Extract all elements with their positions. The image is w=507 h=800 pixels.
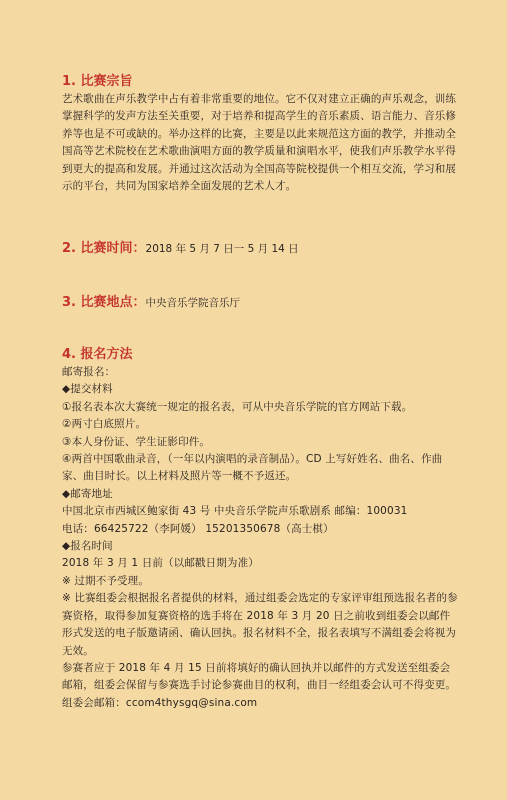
section-venue xyxy=(62,291,459,312)
contact-phone: 电话：66425722（李阿媛） 15201350678（高士棋） xyxy=(62,522,334,535)
section-body-purpose: 艺术歌曲在声乐教学中占有着非常重要的地位。它不仅对建立正确的声乐观念，训练掌握科学的发声方法至关重要，对于培养和提高学生的音乐素质、语言能力、音乐修养等也是不可或缺的。举办这样的比赛，主要是以此来规范这方面的教学，并推动全国高等艺术院校在艺术歌曲演唱方面的教学质量和演唱水平，使我们声乐教学水平得到更大的提高和发展。并通过这次活动为全国高等院校提供一个相互交流，学习和展示的平台，共同为国家培养全面发展的艺术人才。 xyxy=(62,93,457,193)
section-title-registration: 4. 报名方法 xyxy=(62,347,133,362)
address-heading: ◆邮寄地址 xyxy=(62,487,113,500)
committee-email: 组委会邮箱：ccom4thysgq@sina.com xyxy=(62,696,258,709)
material-item-photo: ②两寸白底照片。 xyxy=(62,418,147,431)
section-purpose xyxy=(62,73,459,195)
late-notice: ※ 过期不予受理。 xyxy=(62,574,149,587)
competition-venue: 中央音乐学院音乐厅 xyxy=(145,297,241,309)
materials-heading: ◆提交材料 xyxy=(62,383,113,396)
section-title-purpose: 1. 比赛宗旨 xyxy=(62,74,133,89)
competition-dates: 2018 年 5 月 7 日一 5 月 14 日 xyxy=(145,243,299,255)
deadline-heading: ◆报名时间 xyxy=(62,540,113,553)
material-item-form: ①报名表本次大赛统一规定的报名表，可从中央音乐学院的官方网站下载。 xyxy=(62,400,413,413)
registration-mail-label: 邮寄报名： xyxy=(62,366,116,378)
mailing-address: 中国北京市西城区鲍家街 43 号 中央音乐学院声乐歌剧系 邮编：100031 xyxy=(62,505,408,518)
confirmation-notice: 参赛者应于 2018 年 4 月 15 日前将填好的确认回执并以邮件的方式发送至组委会邮箱，组委会保留与参赛选手讨论参赛曲目的权利，曲目一经组委会认可不得变更。 xyxy=(62,661,457,692)
material-item-recording: ④两首中国歌曲录音，（一年以内演唱的录音制品）。CD 上写好姓名、曲名、作曲家、曲目时长。以上材料及照片等一概不予返还。 xyxy=(62,453,443,483)
preselection-notice: ※ 比赛组委会根据报名者提供的材料，通过组委会选定的专家评审组预选报名者的参赛资格，取得参加复赛资格的选手将在 2018 年 3 月 20 日之前收到组委会以邮件形式发送的电子版邀请函、确认回执。报名材料不全，报名表填写不满组委会将视为无效。 xyxy=(62,592,458,657)
section-title-time: 2. 比赛时间： xyxy=(62,241,146,256)
section-time xyxy=(62,237,459,258)
material-item-id: ③本人身份证、学生证影印件。 xyxy=(62,435,211,448)
section-registration xyxy=(62,346,459,712)
section-title-venue: 3. 比赛地点： xyxy=(62,295,146,310)
registration-deadline: 2018 年 3 月 1 日前（以邮戳日期为准） xyxy=(62,557,259,570)
